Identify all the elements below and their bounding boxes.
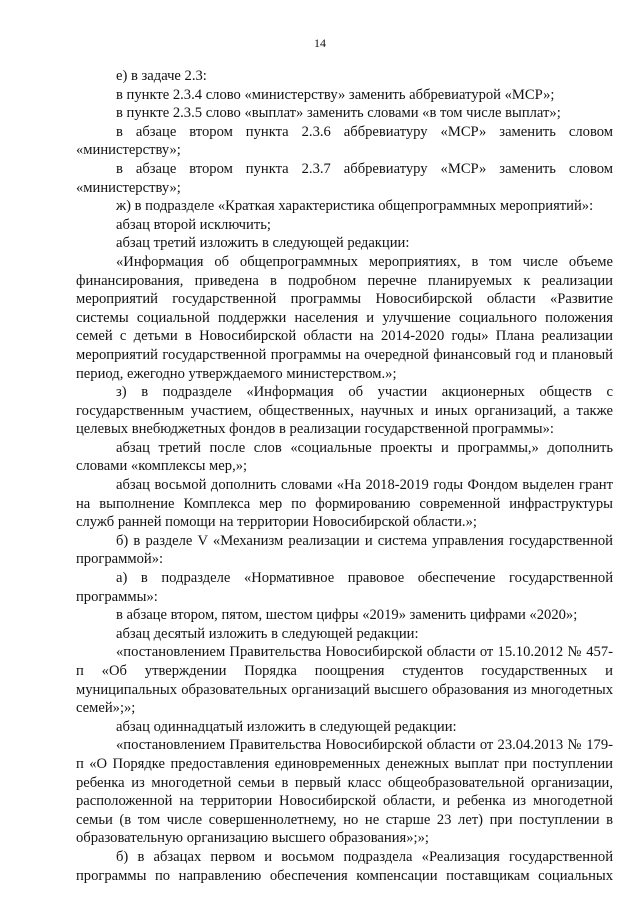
paragraph: абзац третий изложить в следующей редакции:	[116, 235, 410, 252]
paragraph: е) в задаче 2.3:	[116, 68, 207, 84]
paragraph: б) в разделе V «Механизм реализации и система управления государственной программой»:	[76, 532, 613, 568]
page-number: 14	[314, 36, 326, 50]
paragraph: абзац третий после слов «социальные проекты и программы,» дополнить словами «комплексы мер,»;	[76, 439, 613, 475]
paragraph: абзац второй исключить;	[116, 216, 271, 233]
paragraph: в абзаце втором пункта 2.3.6 аббревиатуру «МСР» заменить словом «министерству»;	[76, 123, 613, 159]
paragraph: б) в абзацах первом и восьмом подраздела «Реализация государственной программы по направлению обеспечения компенсации поставщикам социальных	[76, 848, 613, 884]
paragraph: «постановлением Правительства Новосибирской области от 23.04.2013 № 179-п «О Порядке предоставления единовременных денежных выплат при поступлении ребенка из многодетной семьи в первый класс общеобразовательной организации, расположенной на территории Новосибирской области, и ребенка из многодетной семьи (в том числе совершеннолетнему, но не старше 23 лет) при поступлении в образовательную организацию высшего образования»;»;	[76, 737, 613, 847]
paragraph: в абзаце втором, пятом, шестом цифры «2019» заменить цифрами «2020»;	[116, 607, 578, 624]
paragraph: в пункте 2.3.4 слово «министерству» заменить аббревиатурой «МСР»;	[116, 86, 555, 103]
paragraph: ж) в подразделе «Краткая характеристика общепрограммных мероприятий»:	[116, 198, 594, 215]
paragraph: в пункте 2.3.5 слово «выплат» заменить словами «в том числе выплат»;	[116, 105, 561, 122]
paragraph: абзац десятый изложить в следующей редакции:	[116, 625, 419, 642]
paragraph: «Информация об общепрограммных мероприятиях, в том числе объеме финансирования, приведена в подробном перечне планируемых к реализации мероприятий государственной программы Новосибирской области «Развитие системы социальной поддержки населения и улучшение социального положения семей с детьми в Новосибирской области на 2014-2020 годы» Плана реализации мероприятий государственной программы на очередной финансовый год и плановый период, ежегодно утверждаемого министерством.»;	[76, 253, 613, 382]
paragraph: абзац одиннадцатый изложить в следующей редакции:	[116, 718, 457, 735]
paragraph: «постановлением Правительства Новосибирской области от 15.10.2012 № 457-п «Об утверждении Порядка поощрения студентов государственных и муниципальных образовательных организаций высшего образования из многодетных семей»;»;	[76, 644, 613, 717]
paragraph: в абзаце втором пункта 2.3.7 аббревиатуру «МСР» заменить словом «министерству»;	[76, 160, 613, 196]
document-body	[76, 67, 613, 885]
paragraph: з) в подразделе «Информация об участии акционерных обществ с государственным участием, общественных, научных и иных организаций, а также целевых внебюджетных фондов в реализации государственной программы»:	[76, 384, 613, 438]
paragraph: абзац восьмой дополнить словами «На 2018-2019 годы Фондом выделен грант на выполнение Комплекса мер по формированию современной инфраструктуры служб ранней помощи на территории Новосибирской области.»;	[76, 477, 613, 531]
paragraph: а) в подразделе «Нормативное правовое обеспечение государственной программы»:	[76, 570, 613, 605]
